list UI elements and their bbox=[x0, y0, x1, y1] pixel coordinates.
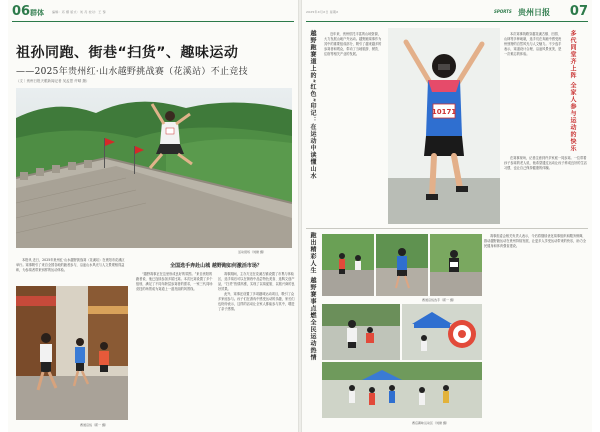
text-column-1 bbox=[136, 272, 214, 422]
section-subtitle: 全国选手奔赴山城 越野跑如何激活市场？ bbox=[170, 263, 262, 269]
text-column-top-a bbox=[324, 32, 384, 228]
bottom-photo-caption: 赛后趣味运动区（刘健 摄） bbox=[412, 421, 449, 425]
text-column-right bbox=[504, 156, 588, 226]
byline: （文｜贵州日报天眼新闻记者 吴孟思 许晴 摄） bbox=[16, 79, 90, 83]
photo-runners-road-3 bbox=[430, 234, 482, 296]
mid-photo-caption: 赛道沿线选手（郭一 摄） bbox=[422, 298, 456, 302]
intro-text: 本报讯 近日，2025年贵州红·山水越野挑战赛（花溪站）在贵阳市花溪区举行。赛事吸引了来自全国各地的跑者参与，沿途山水风光与人文景观相得益彰，为参赛者带来别样的运动体验。 bbox=[16, 258, 125, 272]
headline: 祖孙同跑、街巷“扫货”、趣味运动 bbox=[16, 45, 239, 61]
photo-caption: 活动现场（刘健 摄） bbox=[238, 250, 266, 254]
photo-family-run bbox=[322, 304, 400, 360]
text-column-top-b bbox=[504, 32, 564, 152]
page-number: 06 bbox=[12, 4, 31, 19]
vertical-headline-3: 跑出精彩人生 越野赛事点燃全民运动热情 bbox=[309, 232, 316, 362]
intro-paragraph bbox=[16, 258, 126, 282]
right-col-text: 在赛事现场，记者注意到许多家庭一同参赛。一位带着孙子参赛的老人说，他希望通过运动让孩子养成良好的生活习惯，也让自己保持健康的体魄。 bbox=[504, 156, 587, 170]
header-date: 2025年X月X日 星期X bbox=[306, 10, 339, 14]
subheadline: ——2025年贵州红·山水越野挑战赛（花溪站）不止竞技 bbox=[16, 67, 248, 77]
photo-great-wall-jump bbox=[16, 88, 292, 248]
top-b-text: 本次赛事线路穿越花溪古镇、田园、山林等多种地貌，选手们在奔跑中感受贵州独特的自然风光与人文魅力。不少选手表示，赛道设计合理，沿途风景优美，是一次难忘的体验。 bbox=[504, 32, 562, 56]
page-header-left bbox=[12, 4, 294, 22]
photo-street-runners bbox=[16, 286, 128, 420]
photo-crowd-event bbox=[322, 362, 482, 418]
divider bbox=[306, 228, 588, 229]
photo-runner-finish bbox=[388, 28, 500, 224]
page-07 bbox=[302, 0, 592, 432]
text-column-bottom bbox=[484, 234, 588, 420]
bottom-col-text: 赛事组委会相关负责人表示，今后将继续优化赛事组织和服务保障，推动越野跑运动在贵州持续发展，让更多人享受运动带来的快乐，助力全民健身和体育强省建设。 bbox=[484, 234, 586, 248]
text-column-2 bbox=[218, 272, 296, 422]
sports-tag: SPORTS bbox=[494, 9, 512, 14]
photo-runners-road-1 bbox=[322, 234, 374, 296]
bottom-photo-credit: 赛道沿线（郭一 摄） bbox=[80, 423, 108, 427]
page-06 bbox=[8, 0, 298, 432]
masthead: 贵州日报 bbox=[518, 7, 550, 17]
column-2-text: 赛事期间，主办方还在花溪古镇设置了市集与体验区，选手赛后可以在街巷中品尝特色美食、选购文创产品，“扫货”热情高涨，实现了以赛促旅、以旅兴商的良好效果。 bbox=[218, 272, 295, 291]
column-3-text: 此外，赛事还设置了多项趣味运动项目，吸引了众多家庭参与。孩子们在游戏中感受运动的乐趣，家长们也纷纷表示，这样的活动让全家人都能参与其中，增进了亲子感情。 bbox=[218, 292, 295, 311]
top-a-text: 近年来，贵州依托丰富的山地资源，大力发展山地户外运动。越野跑赛事作为其中的重要组成部分，吸引了越来越多的参赛者和观众，带动了当地旅游、餐饮、住宿等相关产业的发展。 bbox=[324, 32, 382, 56]
vertical-headline-1: 越野跑赛道上的“红色”印记：在运动中读懂山水 bbox=[309, 30, 316, 180]
runner-bib-number: 10171 bbox=[431, 108, 457, 116]
header-meta: 编辑：邓 娜 版式：刘 丹 校对：王 黎 bbox=[52, 10, 106, 14]
page-number: 07 bbox=[569, 4, 588, 19]
vertical-headline-2: 多代同堂齐上阵 全家人参与运动的快乐 bbox=[569, 30, 576, 153]
photo-fun-zone bbox=[402, 304, 482, 360]
page-header-right bbox=[306, 4, 588, 22]
column-1-text: “越野赛事正在这里形成良好的氛围。”来自贵阳的跑者说，他已连续参加多届比赛。本次比赛设置了多个组别，满足了不同年龄层参赛者的需求，一家三代同场竞技的场景成为赛道上一道亮丽的风景线。 bbox=[136, 272, 213, 291]
photo-runners-road-2 bbox=[376, 234, 428, 296]
section-label: 群体 bbox=[30, 9, 44, 17]
